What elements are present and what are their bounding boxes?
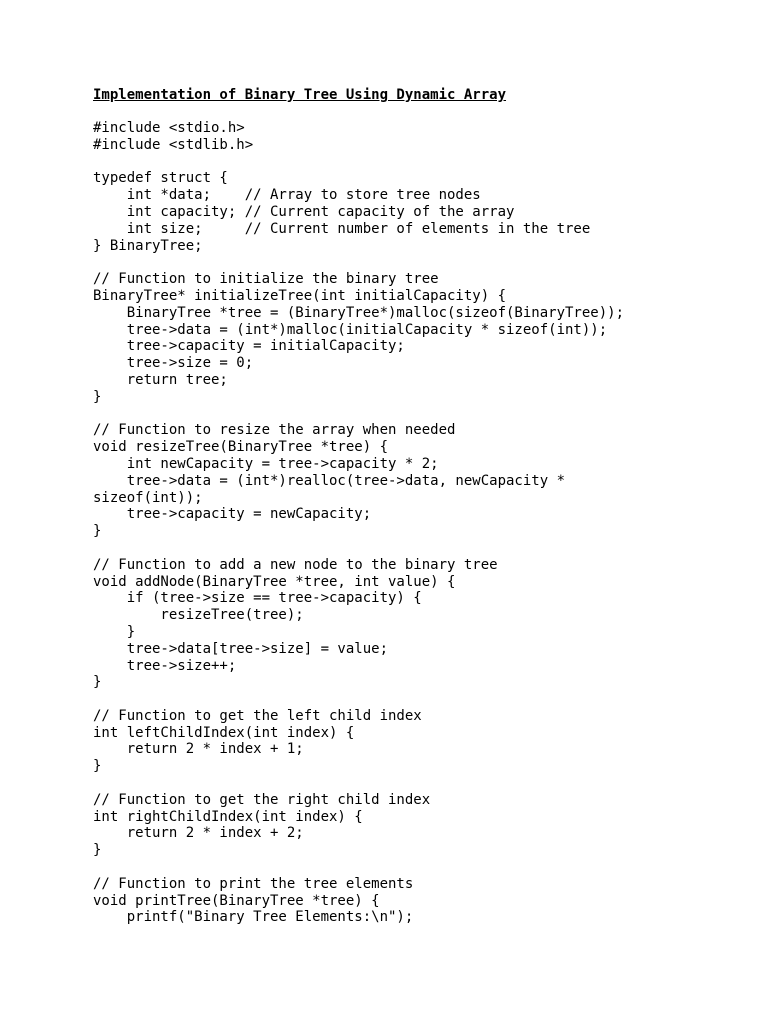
code-line: tree->capacity = newCapacity; <box>93 506 372 523</box>
code-line: } <box>93 623 136 640</box>
code-line: int leftChildIndex(int index) { <box>93 724 355 741</box>
code-line: int *data; // Array to store tree nodes <box>93 187 481 204</box>
code-line: // Function to get the left child index <box>93 707 422 724</box>
code-line: // Function to print the tree elements <box>93 875 414 892</box>
code-line: #include <stdlib.h> <box>93 136 254 153</box>
code-line: return tree; <box>93 371 228 388</box>
code-line: return 2 * index + 2; <box>93 825 304 842</box>
code-line: tree->data = (int*)realloc(tree->data, newCapacity * <box>93 472 566 489</box>
code-line: int size; // Current number of elements in the tree <box>93 220 591 237</box>
code-line: } <box>93 523 102 540</box>
code-line: } <box>93 758 102 775</box>
code-line: } <box>93 388 102 405</box>
code-line: int newCapacity = tree->capacity * 2; <box>93 455 439 472</box>
code-line: void printTree(BinaryTree *tree) { <box>93 892 380 909</box>
code-line: // Function to resize the array when needed <box>93 422 456 439</box>
code-line: sizeof(int)); <box>93 489 203 506</box>
code-line: } BinaryTree; <box>93 237 203 254</box>
code-line: // Function to add a new node to the binary tree <box>93 556 498 573</box>
code-line: BinaryTree* initializeTree(int initialCapacity) { <box>93 287 507 304</box>
code-line: tree->data = (int*)malloc(initialCapacity * sizeof(int)); <box>93 321 608 338</box>
document-title: Implementation of Binary Tree Using Dynamic Array <box>93 87 507 103</box>
code-line: return 2 * index + 1; <box>93 741 304 758</box>
code-line: int capacity; // Current capacity of the array <box>93 203 515 220</box>
code-line: } <box>93 842 102 859</box>
code-line: // Function to get the right child index <box>93 791 431 808</box>
code-line <box>93 691 624 708</box>
code-line <box>93 540 624 557</box>
code-line: typedef struct { <box>93 170 228 187</box>
code-line <box>93 154 624 171</box>
code-line <box>93 775 624 792</box>
code-line: #include <stdio.h> <box>93 120 245 136</box>
code-line: } <box>93 674 102 691</box>
code-line: int rightChildIndex(int index) { <box>93 808 363 825</box>
code-line <box>93 406 624 423</box>
code-line: tree->capacity = initialCapacity; <box>93 338 405 355</box>
code-line: resizeTree(tree); <box>93 607 304 624</box>
code-line: // Function to initialize the binary tree <box>93 271 439 288</box>
code-line: printf("Binary Tree Elements:\n"); <box>93 909 414 926</box>
code-line: BinaryTree *tree = (BinaryTree*)malloc(sizeof(BinaryTree)); <box>93 304 625 321</box>
code-line: if (tree->size == tree->capacity) { <box>93 590 422 607</box>
code-block <box>93 120 624 926</box>
code-line: tree->size++; <box>93 657 237 674</box>
code-line: void addNode(BinaryTree *tree, int value) { <box>93 573 456 590</box>
code-line <box>93 254 624 271</box>
code-line: tree->data[tree->size] = value; <box>93 640 389 657</box>
code-line: tree->size = 0; <box>93 355 254 372</box>
code-line: void resizeTree(BinaryTree *tree) { <box>93 439 389 456</box>
code-line <box>93 859 624 876</box>
